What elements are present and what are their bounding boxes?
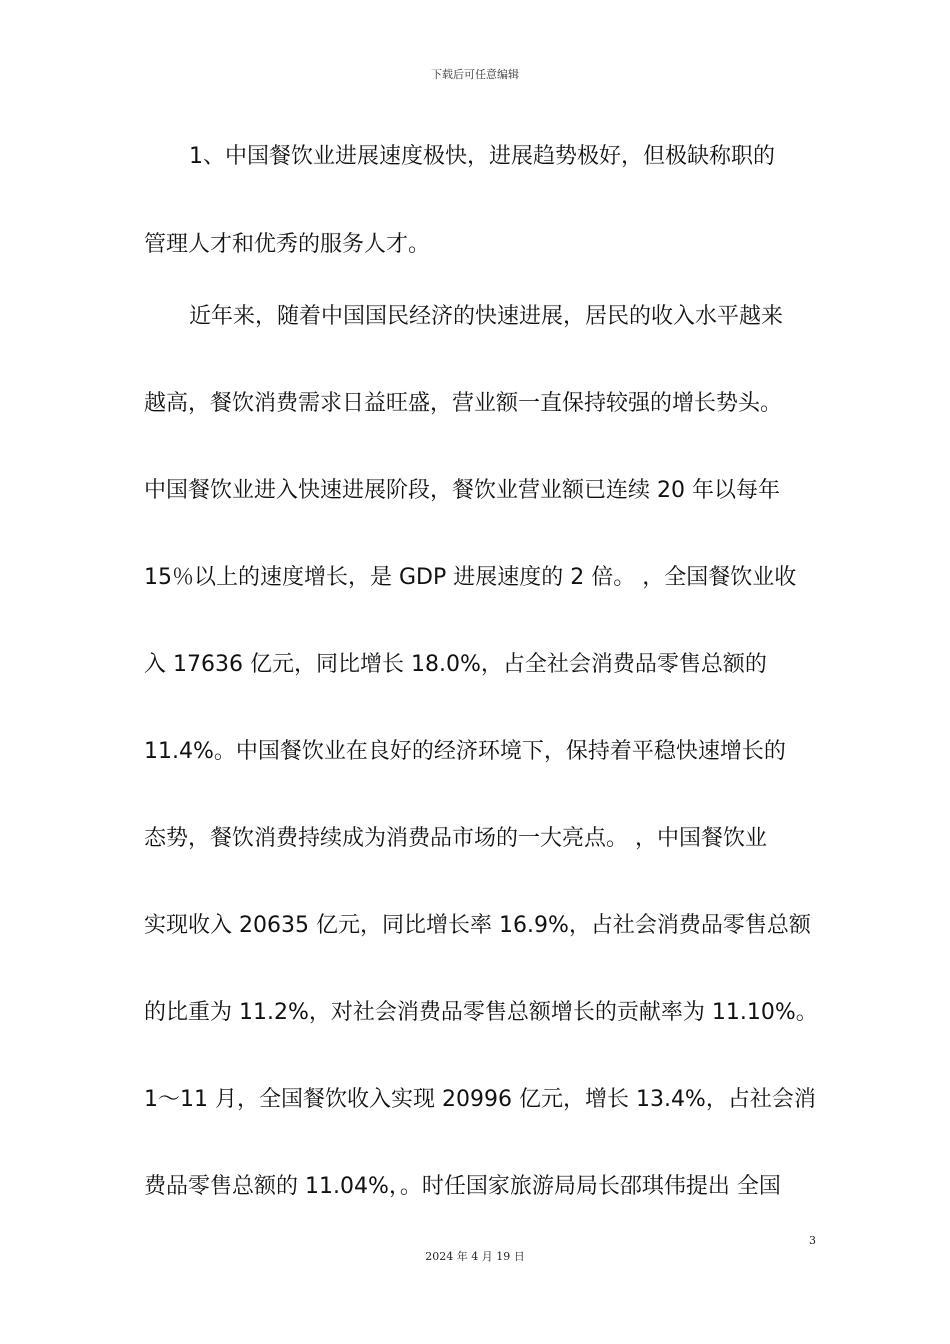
paragraph-line: 越高，餐饮消费需求日益旺盛，营业额一直保持较强的增长势头。 [144,391,783,416]
paragraph-line: 的比重为 11.2%，对社会消费品零售总额增长的贡献率为 11.10%。 [144,1000,818,1025]
paragraph-line: 费品零售总额的 11.04%，。时任国家旅游局局长邵琪伟提出 全国 [144,1174,781,1199]
paragraph-line: 1～11 月，全国餐饮收入实现 20996 亿元，增长 13.4%，占社会消 [144,1087,816,1112]
page-footer-date: 2024 年 4 月 19 日 [425,1250,525,1263]
paragraph-line: 1、中国餐饮业进展速度极快，进展趋势极好，但极缺称职的 [189,144,775,169]
page-number: 3 [809,1234,816,1247]
paragraph-line: 中国餐饮业进入快速进展阶段，餐饮业营业额已连续 20 年以每年 [144,478,780,503]
paragraph-line: 11.4%。中国餐饮业在良好的经济环境下，保持着平稳快速增长的 [144,739,786,764]
page-header: 下载后可任意编辑 [431,68,519,81]
paragraph-line: 实现收入 20635 亿元，同比增长率 16.9%，占社会消费品零售总额 [144,913,811,938]
paragraph-line: 入 17636 亿元，同比增长 18.0%，占全社会消费品零售总额的 [144,652,767,677]
paragraph-line: 15％以上的速度增长，是 GDP 进展速度的 2 倍。 ，全国餐饮业收 [144,565,797,590]
paragraph-line: 近年来，随着中国国民经济的快速进展，居民的收入水平越来 [189,304,784,329]
paragraph-line: 管理人才和优秀的服务人才。 [144,232,431,257]
paragraph-line: 态势，餐饮消费持续成为消费品市场的一大亮点。 ，中国餐饮业 [144,826,767,851]
